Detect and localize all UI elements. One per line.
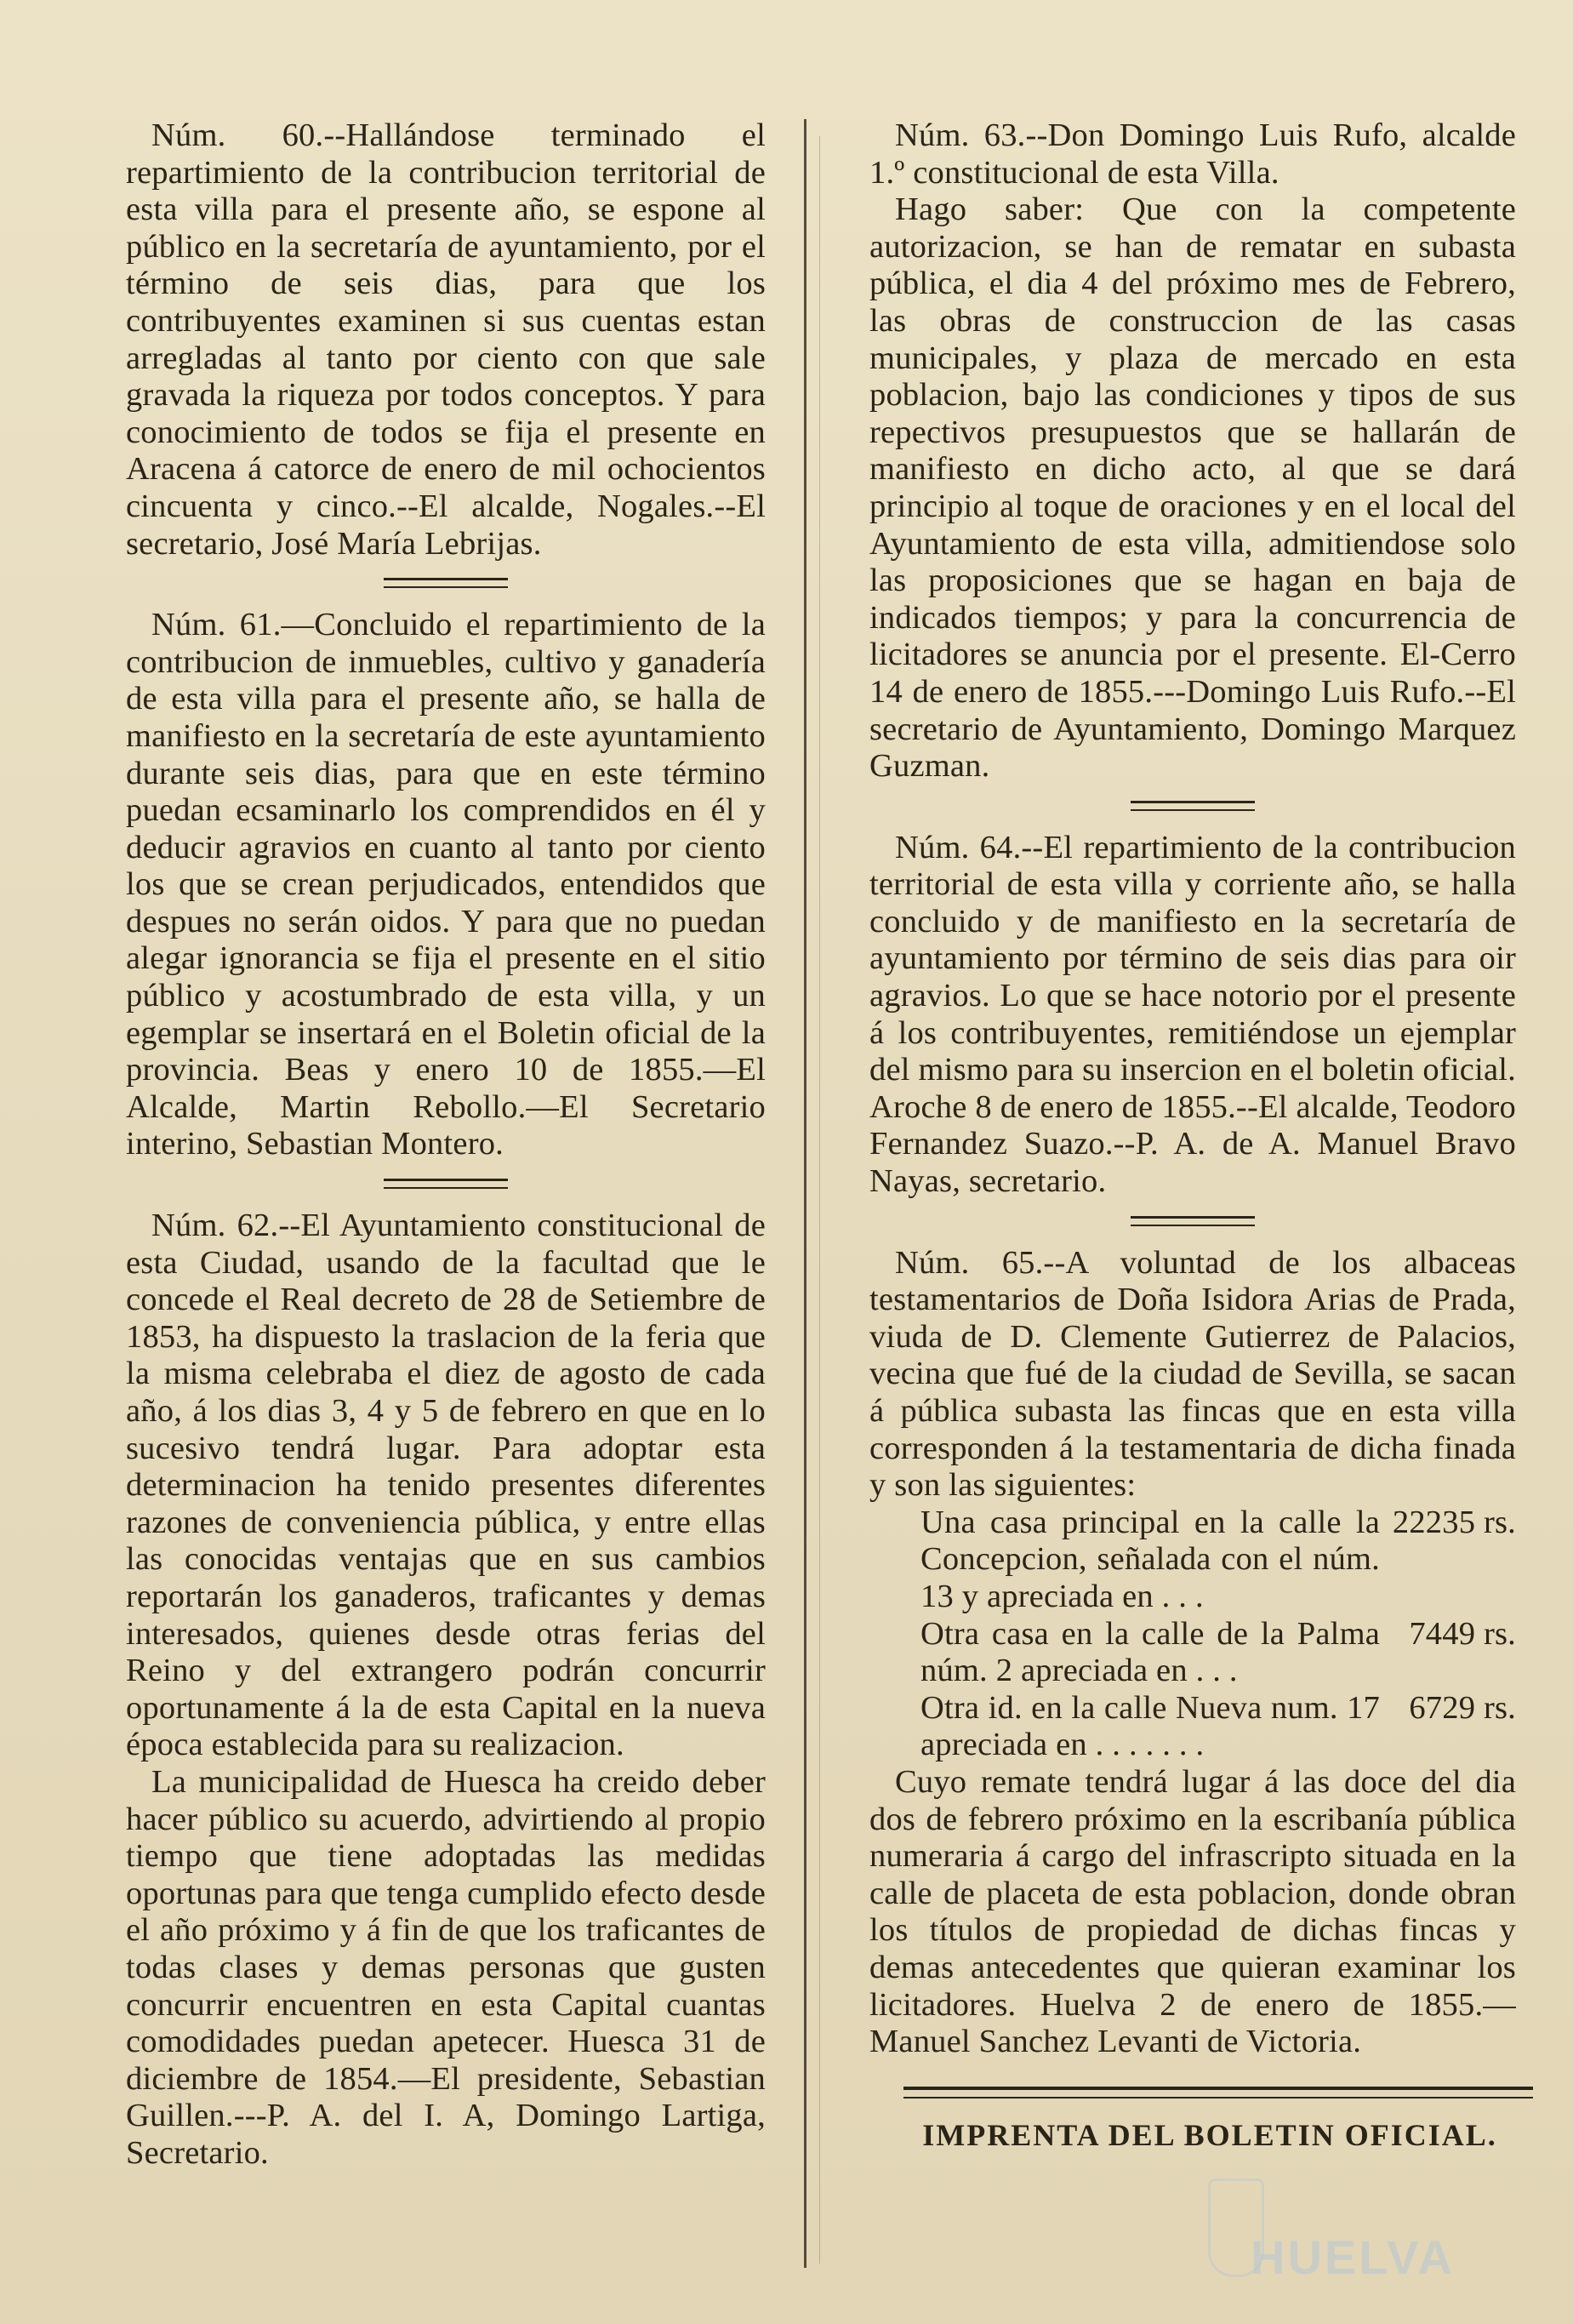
notice-61 bbox=[126, 607, 766, 1163]
property-list bbox=[869, 1505, 1516, 1764]
property-price: 22235 rs. bbox=[1392, 1504, 1516, 1540]
imprint-line: IMPRENTA DEL BOLETIN OFICIAL. bbox=[922, 2117, 1497, 2152]
notice-62-text-1: Núm. 62.--El Ayuntamiento constitucional de esta Ciudad, usando de la facultad que le concede el Real decreto de 28 de Setiembre de 1853, ha dispuesto la traslacion de la feria que la misma celebraba el diez de agosto de cada año, á los dias 3, 4 y 5 de febrero en que en lo sucesivo tendrá lugar. Para adoptar esta determinacion ha tenido presentes diferentes razones de conveniencia pública, y entre ellas las conocidas ventajas que en sus cambios reportarán los ganaderos, traficantes y demas interesados, quienes desde otras ferias del Reino y del extrangero podrán concurrir oportunamente á la de esta Capital en la nueva época establecida para su realizacion. bbox=[126, 1208, 766, 1763]
library-watermark: HUELVA bbox=[1251, 2230, 1455, 2284]
section-rule bbox=[384, 578, 508, 588]
notice-63-heading: Núm. 63.--Don Domingo Luis Rufo, alcalde 1.º constitucional de esta Villa. bbox=[869, 117, 1516, 191]
property-description: Otra id. en la calle Nueva num. 17 apreciada en . . . . . . . bbox=[920, 1689, 1380, 1763]
notice-64-text: Núm. 64.--El repartimiento de la contribucion territorial de esta villa y corriente año, se halla concluido y de manifiesto en la secretaría de ayuntamiento por término de seis dias para oir agravios. Lo que se hace notorio por el presente á los contribuyentes, remitiéndose un ejemplar del mismo para su insercion en el boletin oficial. Aroche 8 de enero de 1855.--El alcalde, Teodoro Fernandez Suazo.--P. A. de A. Manuel Bravo Nayas, secretario. bbox=[869, 829, 1516, 1200]
column-divider-shadow bbox=[819, 136, 820, 2264]
notice-65 bbox=[869, 1245, 1516, 2061]
left-column bbox=[126, 117, 766, 2172]
notice-62 bbox=[126, 1208, 766, 2172]
notice-62-text-2: La municipalidad de Huesca ha creido deber hacer público su acuerdo, advirtiendo al propio tiempo que tiene adoptadas las medidas oportunas para que tenga cumplido efecto desde el año próximo y á fin de que los traficantes de todas clases y demas personas que gusten concurrir encuentren en esta Capital cuantas comodidades puedan apetecer. Huesca 31 de diciembre de 1854.—El presidente, Sebastian Guillen.---P. A. del I. A, Domingo Lartiga, Secretario. bbox=[126, 1763, 766, 2171]
property-price: 6729 rs. bbox=[1409, 1689, 1516, 1726]
section-rule bbox=[1131, 801, 1255, 811]
property-description: Otra casa en la calle de la Palma núm. 2 apreciada en . . . bbox=[920, 1615, 1380, 1689]
column-divider bbox=[804, 119, 806, 2268]
section-rule bbox=[384, 1179, 508, 1189]
property-item bbox=[920, 1690, 1516, 1764]
notice-63-text: Hago saber: Que con la competente autorizacion, se han de rematar en subasta pública, el dia 4 del próximo mes de Febrero, las obras de construccion de las casas municipales, y plaza de mercado en esta poblacion, bajo las condiciones y tipos de sus repectivos presupuestos que se hallarán de manifiesto en dicho acto, al que se dará principio al toque de oraciones y en el local del Ayuntamiento de esta villa, admitiendose solo las proposiciones que se hagan en baja de indicados tiempos; y para la concurrencia de licitadores se anuncia por el presente. El-Cerro 14 de enero de 1855.---Domingo Luis Rufo.--El secretario de Ayuntamiento, Domingo Marquez Guzman. bbox=[869, 191, 1516, 785]
notice-64 bbox=[869, 830, 1516, 1201]
property-description: Una casa principal en la calle la Concepcion, señalada con el núm. 13 y apreciada en . . . bbox=[920, 1504, 1380, 1614]
section-rule bbox=[1131, 1216, 1255, 1226]
notice-63 bbox=[869, 117, 1516, 785]
notice-65-closing: Cuyo remate tendrá lugar á las doce del dia dos de febrero próximo en la escribanía pública numeraria á cargo del infrascripto situada en la calle de placeta de esta poblacion, donde obran los títulos de propiedad de dichas fincas y demas antecedentes que quieran examinar los licitadores. Huelva 2 de enero de 1855.—Manuel Sanchez Levanti de Victoria. bbox=[869, 1763, 1516, 2060]
property-item bbox=[920, 1616, 1516, 1690]
closing-rule bbox=[903, 2087, 1533, 2098]
notice-61-text: Núm. 61.—Concluido el repartimiento de la contribucion de inmuebles, cultivo y ganadería de esta villa para el presente año, se halla de manifiesto en la secretaría de este ayuntamiento durante seis dias, para que en este término puedan ecsaminarlo los comprendidos en él y deducir agravios en cuanto al tanto por ciento los que se crean perjudicados, entendidos que despues no serán oidos. Y para que no puedan alegar ignorancia se fija el presente en el sitio público y acostumbrado de esta villa, y un egemplar se insertará en el Boletin oficial de la provincia. Beas y enero 10 de 1855.—El Alcalde, Martin Rebollo.—El Secretario interino, Sebastian Montero. bbox=[126, 607, 766, 1162]
property-item bbox=[920, 1505, 1516, 1616]
notice-60 bbox=[126, 117, 766, 562]
property-price: 7449 rs. bbox=[1409, 1615, 1516, 1652]
right-column bbox=[869, 117, 1516, 2154]
notice-60-text: Núm. 60.--Hallándose terminado el repartimiento de la contribucion territorial de esta villa para el presente año, se espone al público en la secretaría de ayuntamiento, por el término de seis dias, para que los contribuyentes examinen si sus cuentas estan arregladas al tanto por ciento con que sale gravada la riqueza por todos conceptos. Y para conocimiento de todos se fija el presente en Aracena á catorce de enero de mil ochocientos cincuenta y cinco.--El alcalde, Nogales.--El secretario, José María Lebrijas. bbox=[126, 117, 766, 562]
notice-65-intro: Núm. 65.--A voluntad de los albaceas testamentarios de Doña Isidora Arias de Prada, viuda de D. Clemente Gutierrez de Palacios, vecina que fué de la ciudad de Sevilla, se sacan á pública subasta las fincas que en esta villa corresponden á la testamentaria de dicha finada y son las siguientes: bbox=[869, 1244, 1516, 1504]
